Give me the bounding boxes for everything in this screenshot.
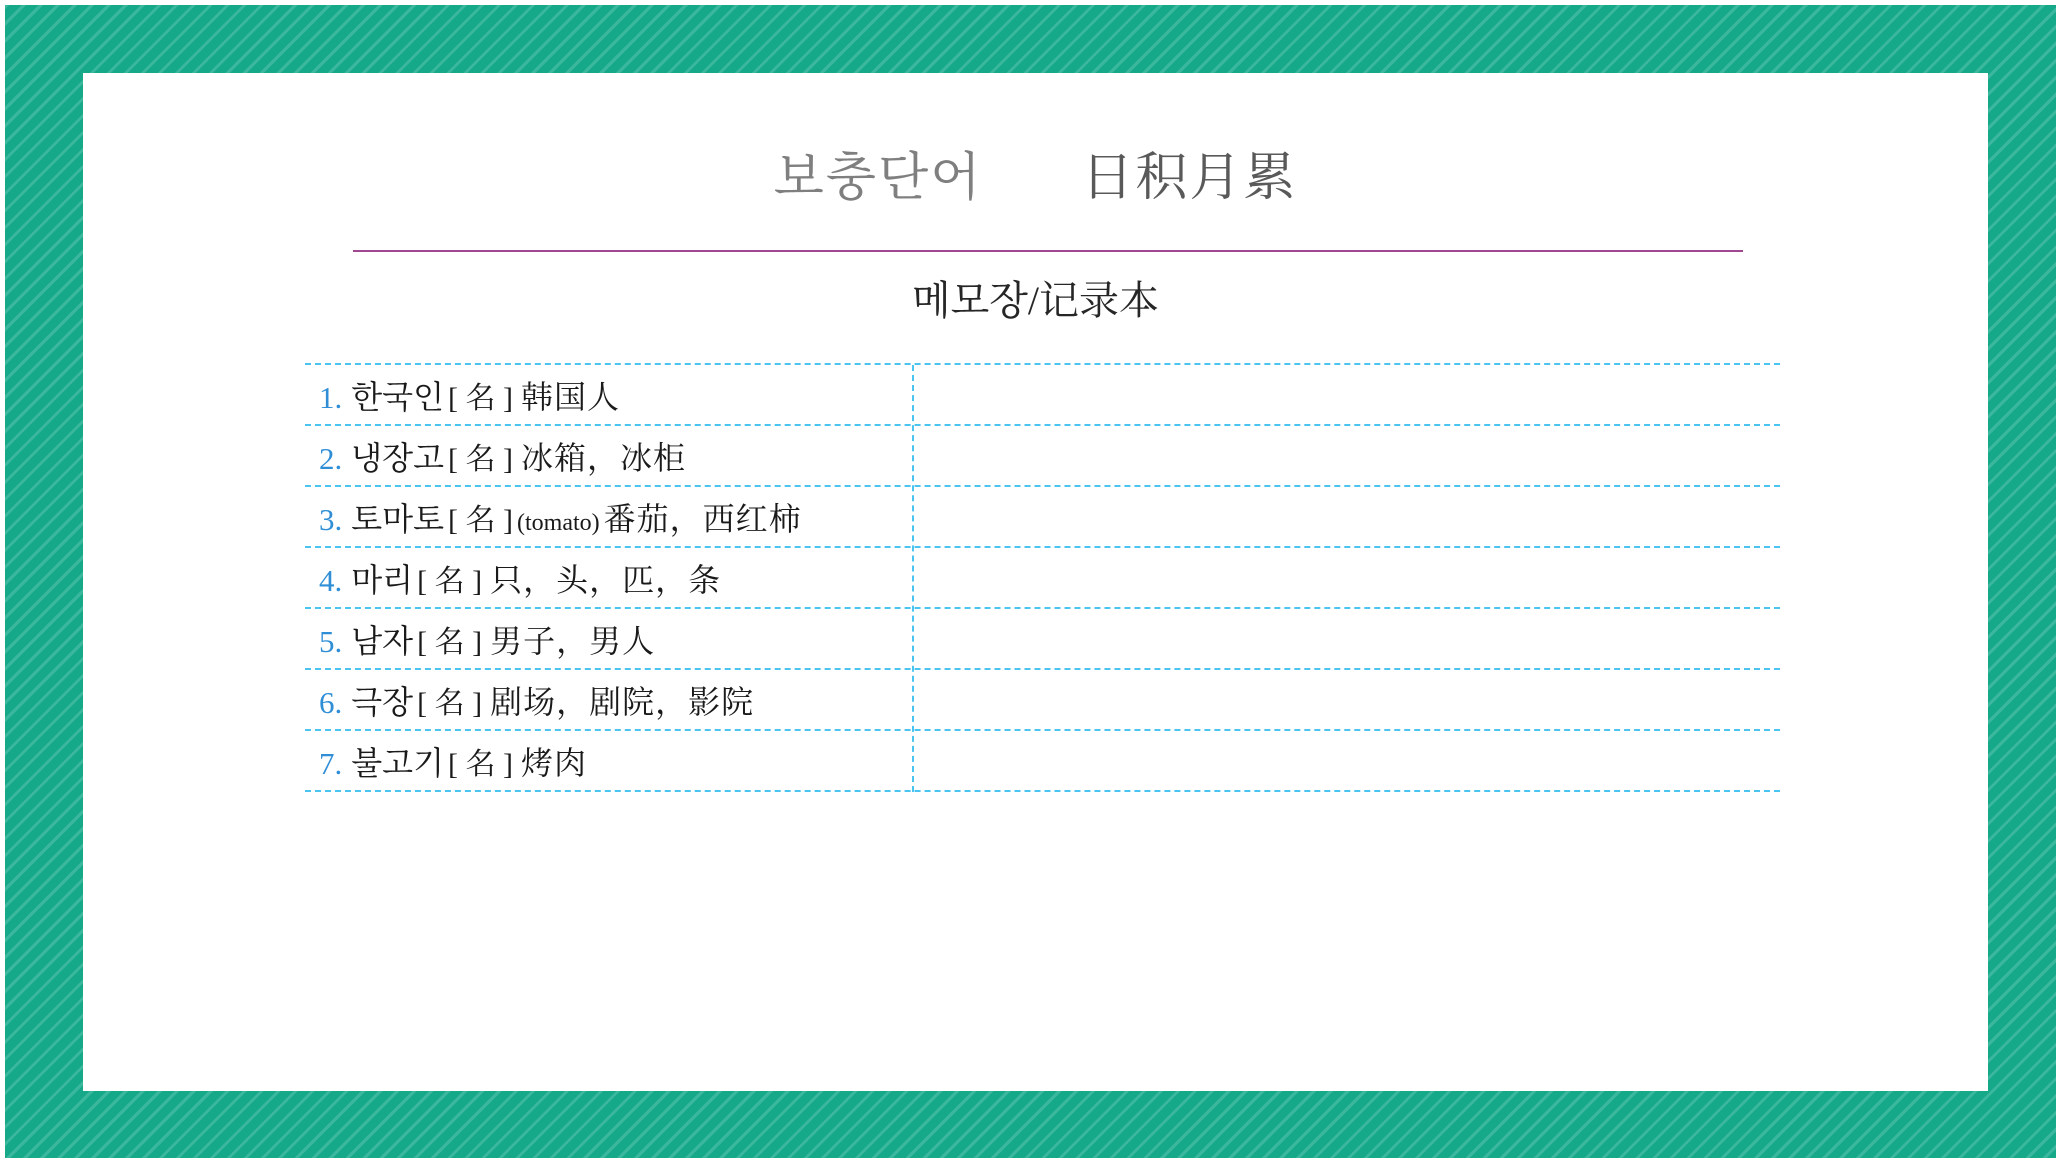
row-number: 1. — [319, 379, 343, 415]
vocabulary-table-body — [305, 363, 1780, 792]
word-pos: [ 名 ] — [448, 442, 513, 476]
table-cell-word — [305, 738, 898, 784]
word-definition: 剧场，剧院，影院 — [490, 683, 755, 720]
word-term: 한국인 — [351, 378, 444, 415]
table-cell-word — [305, 372, 898, 418]
table-row — [305, 609, 1780, 670]
table-row — [305, 670, 1780, 731]
table-cell-word — [305, 433, 898, 479]
table-row — [305, 487, 1780, 548]
table-cell-word — [305, 677, 898, 723]
word-definition: 只，头，匹，条 — [490, 561, 722, 598]
slide-subtitle: 메모장/记录本 — [911, 278, 1160, 323]
word-definition: 男子，男人 — [490, 622, 656, 659]
title-chinese: 日积月累 — [1081, 149, 1298, 207]
table-row — [305, 548, 1780, 609]
row-number: 5. — [319, 623, 343, 659]
row-number: 3. — [319, 501, 343, 537]
word-term: 냉장고 — [351, 439, 444, 476]
vocabulary-table — [305, 363, 1780, 792]
word-term: 토마토 — [351, 500, 444, 537]
table-cell-word — [305, 494, 898, 540]
table-row — [305, 731, 1780, 792]
word-pos: [ 名 ] — [448, 503, 513, 537]
word-pos: [ 名 ] — [417, 564, 483, 598]
table-row — [305, 426, 1780, 487]
word-pos: [ 名 ] — [417, 686, 483, 720]
word-term: 불고기 — [351, 744, 444, 781]
slide-title — [83, 135, 1988, 210]
row-number: 6. — [319, 684, 343, 720]
word-term: 남자 — [351, 622, 414, 659]
word-romanization: (tomato) — [516, 509, 600, 536]
word-pos: [ 名 ] — [448, 381, 513, 415]
word-definition: 番茄，西红柿 — [603, 500, 802, 537]
word-pos: [ 名 ] — [448, 747, 513, 781]
title-korean: 보충단어 — [773, 149, 983, 207]
word-definition: 烤肉 — [520, 744, 587, 781]
word-definition: 韩国人 — [520, 378, 620, 415]
row-number: 7. — [319, 745, 343, 781]
slide-content-card — [83, 73, 1988, 1091]
word-term: 마리 — [351, 561, 414, 598]
table-cell-word — [305, 555, 898, 601]
table-row — [305, 365, 1780, 426]
row-number: 2. — [319, 440, 343, 476]
word-term: 극장 — [351, 683, 414, 720]
title-divider — [353, 250, 1743, 252]
row-number: 4. — [319, 562, 343, 598]
word-pos: [ 名 ] — [417, 625, 483, 659]
word-definition: 冰箱，冰柜 — [520, 439, 686, 476]
table-cell-word — [305, 616, 898, 662]
